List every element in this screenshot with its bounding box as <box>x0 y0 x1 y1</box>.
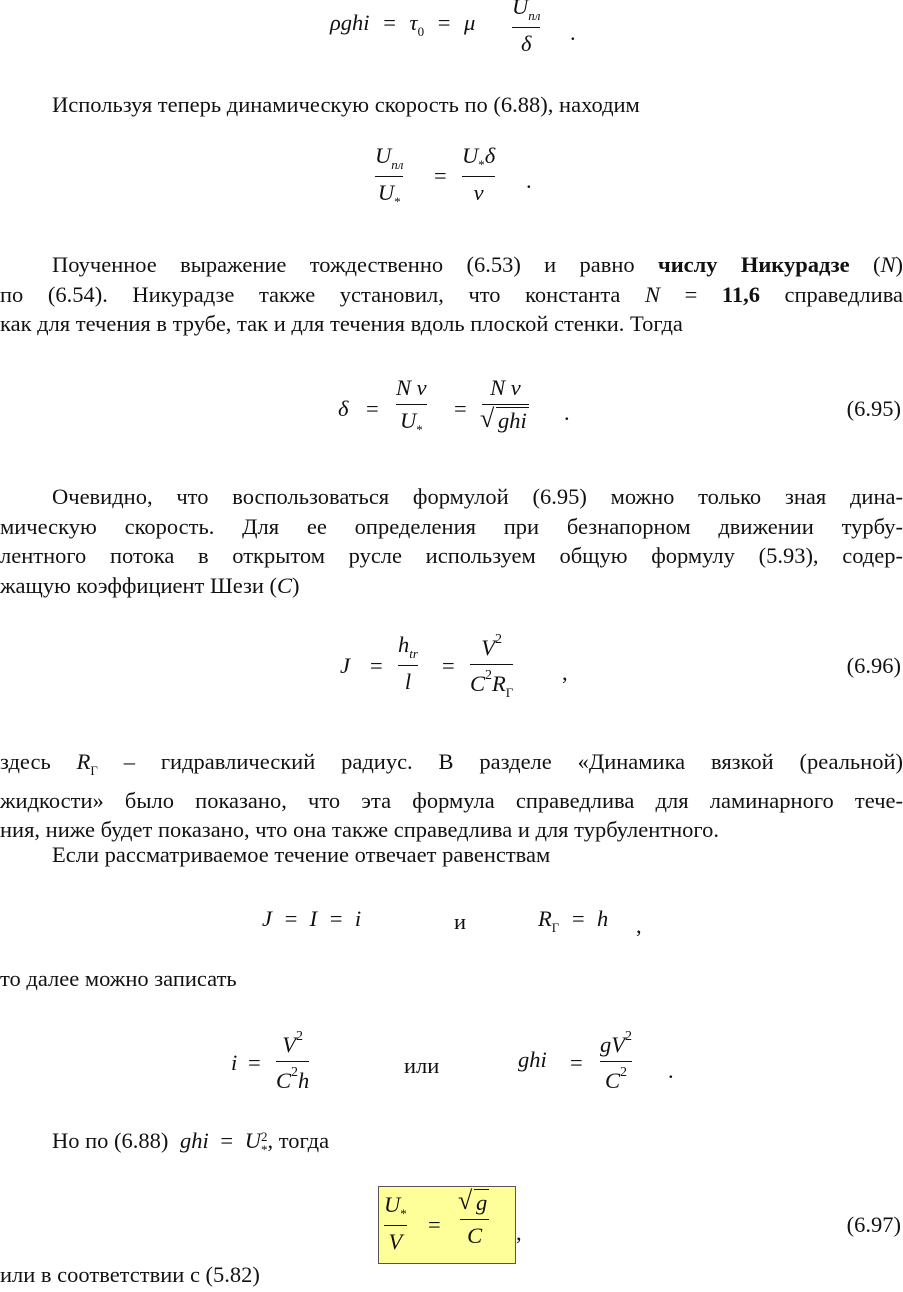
eq-end: , <box>516 1220 522 1245</box>
eq696-frac2: $V^2$ $C^2R_Г$ <box>470 632 514 701</box>
paragraph-5: Если рассматриваемое течение отвечает равенствам <box>52 842 551 867</box>
eq-end: , <box>562 660 568 685</box>
eq-sign: = <box>428 1212 441 1237</box>
term-nikuradse-number: числу Никурадзе <box>658 252 850 277</box>
eq-end: . <box>668 1058 674 1083</box>
eq-lhs: J <box>340 653 350 678</box>
eq697-frac-left: $U_*$ V <box>384 1192 407 1255</box>
eq695-frac2: N ν √ ghi <box>482 375 529 434</box>
mu-symbol: μ <box>464 10 476 35</box>
equation-ratio-left: $U_{пл}$ $U_*$ <box>375 143 404 210</box>
eq-condition-left: J = I = i <box>262 906 362 931</box>
equation-ratio-right: $U_*\delta$ ν <box>462 143 496 206</box>
eq697-frac-right: √ g C <box>460 1190 489 1249</box>
tau-subscript: 0 <box>417 24 425 39</box>
eq-end: . <box>570 20 576 45</box>
equation-top-fraction <box>512 0 540 57</box>
eq-sign: = <box>437 10 451 35</box>
eq-lhs: i <box>231 1050 238 1075</box>
eq-condition-right: = h <box>570 906 609 931</box>
paragraph-7: Но по (6.88) ghi = U 2 * , тогда <box>52 1128 330 1157</box>
equation-number-6-95: (6.95) <box>846 396 901 421</box>
paragraph-1: Используя теперь динамическую скорость по (6.88), находим <box>52 92 640 117</box>
eq-sign: = <box>434 163 447 188</box>
eq-lhs: ρghi <box>330 10 370 35</box>
eq-lhs: ghi <box>518 1047 547 1072</box>
eq-ghi-frac: $gV^2$ $C^2$ <box>600 1029 632 1094</box>
eq-sign: = <box>454 396 467 421</box>
paragraph-2: Поученное выражение тождественно (6.53) и равно числу Никурадзе (N) по (6.54). Никурадзе также установил, что константа N = 11,6 справедлива как для течения в трубе, так и для течения вдоль плоской стенки. Тогда <box>0 252 903 336</box>
equation-number-6-97: (6.97) <box>846 1212 901 1237</box>
eq-or: или <box>404 1053 440 1078</box>
frac-den: δ <box>520 31 532 57</box>
frac-num: U <box>512 0 529 19</box>
eq-lhs: δ <box>338 396 349 421</box>
eq-end: . <box>526 168 532 193</box>
eq-i-frac: $V^2$ $C^2h$ <box>276 1029 310 1094</box>
eq695-frac1: N ν $U_*$ <box>396 375 427 438</box>
paragraph-8: или в соответствии с (5.82) <box>0 1262 260 1287</box>
eq-sign: = <box>442 653 455 678</box>
eq-sign: = <box>383 10 396 35</box>
eq-sign: = <box>570 1050 583 1075</box>
eq696-frac1: $h_{tr}$ l <box>398 632 418 695</box>
paragraph-3: Очевидно, что воспользоваться формулой (6.95) можно только зная дина- мическую скорость. Для ее определения при безнапорном движении турбу- лентного потока в открытом русле используем общую формулу (5.93), содер- жащую коэффициент Шези (C) <box>0 484 903 598</box>
eq-sign: = <box>366 396 379 421</box>
eq-and: и <box>454 909 467 934</box>
tau-symbol: τ <box>409 10 418 35</box>
eq-sign: = <box>248 1050 261 1075</box>
frac-num-sub: пл <box>528 8 541 23</box>
eq-end: , <box>636 913 642 938</box>
paragraph-4: здесь $R_Г$ – гидравлический радиус. В разделе «Динамика вязкой (реальной) жидкости» было показано, что эта формула справедлива для ламинарного тече- ния, ниже будет показано, что она также справедлива и для турбулентного. <box>0 749 903 842</box>
eq-sign: = <box>370 653 383 678</box>
eq-end: . <box>564 400 570 425</box>
equation-number-6-96: (6.96) <box>846 653 901 678</box>
paragraph-6: то далее можно записать <box>0 966 237 991</box>
hydraulic-radius-symbol: R <box>538 906 552 931</box>
equation-top <box>330 10 475 40</box>
